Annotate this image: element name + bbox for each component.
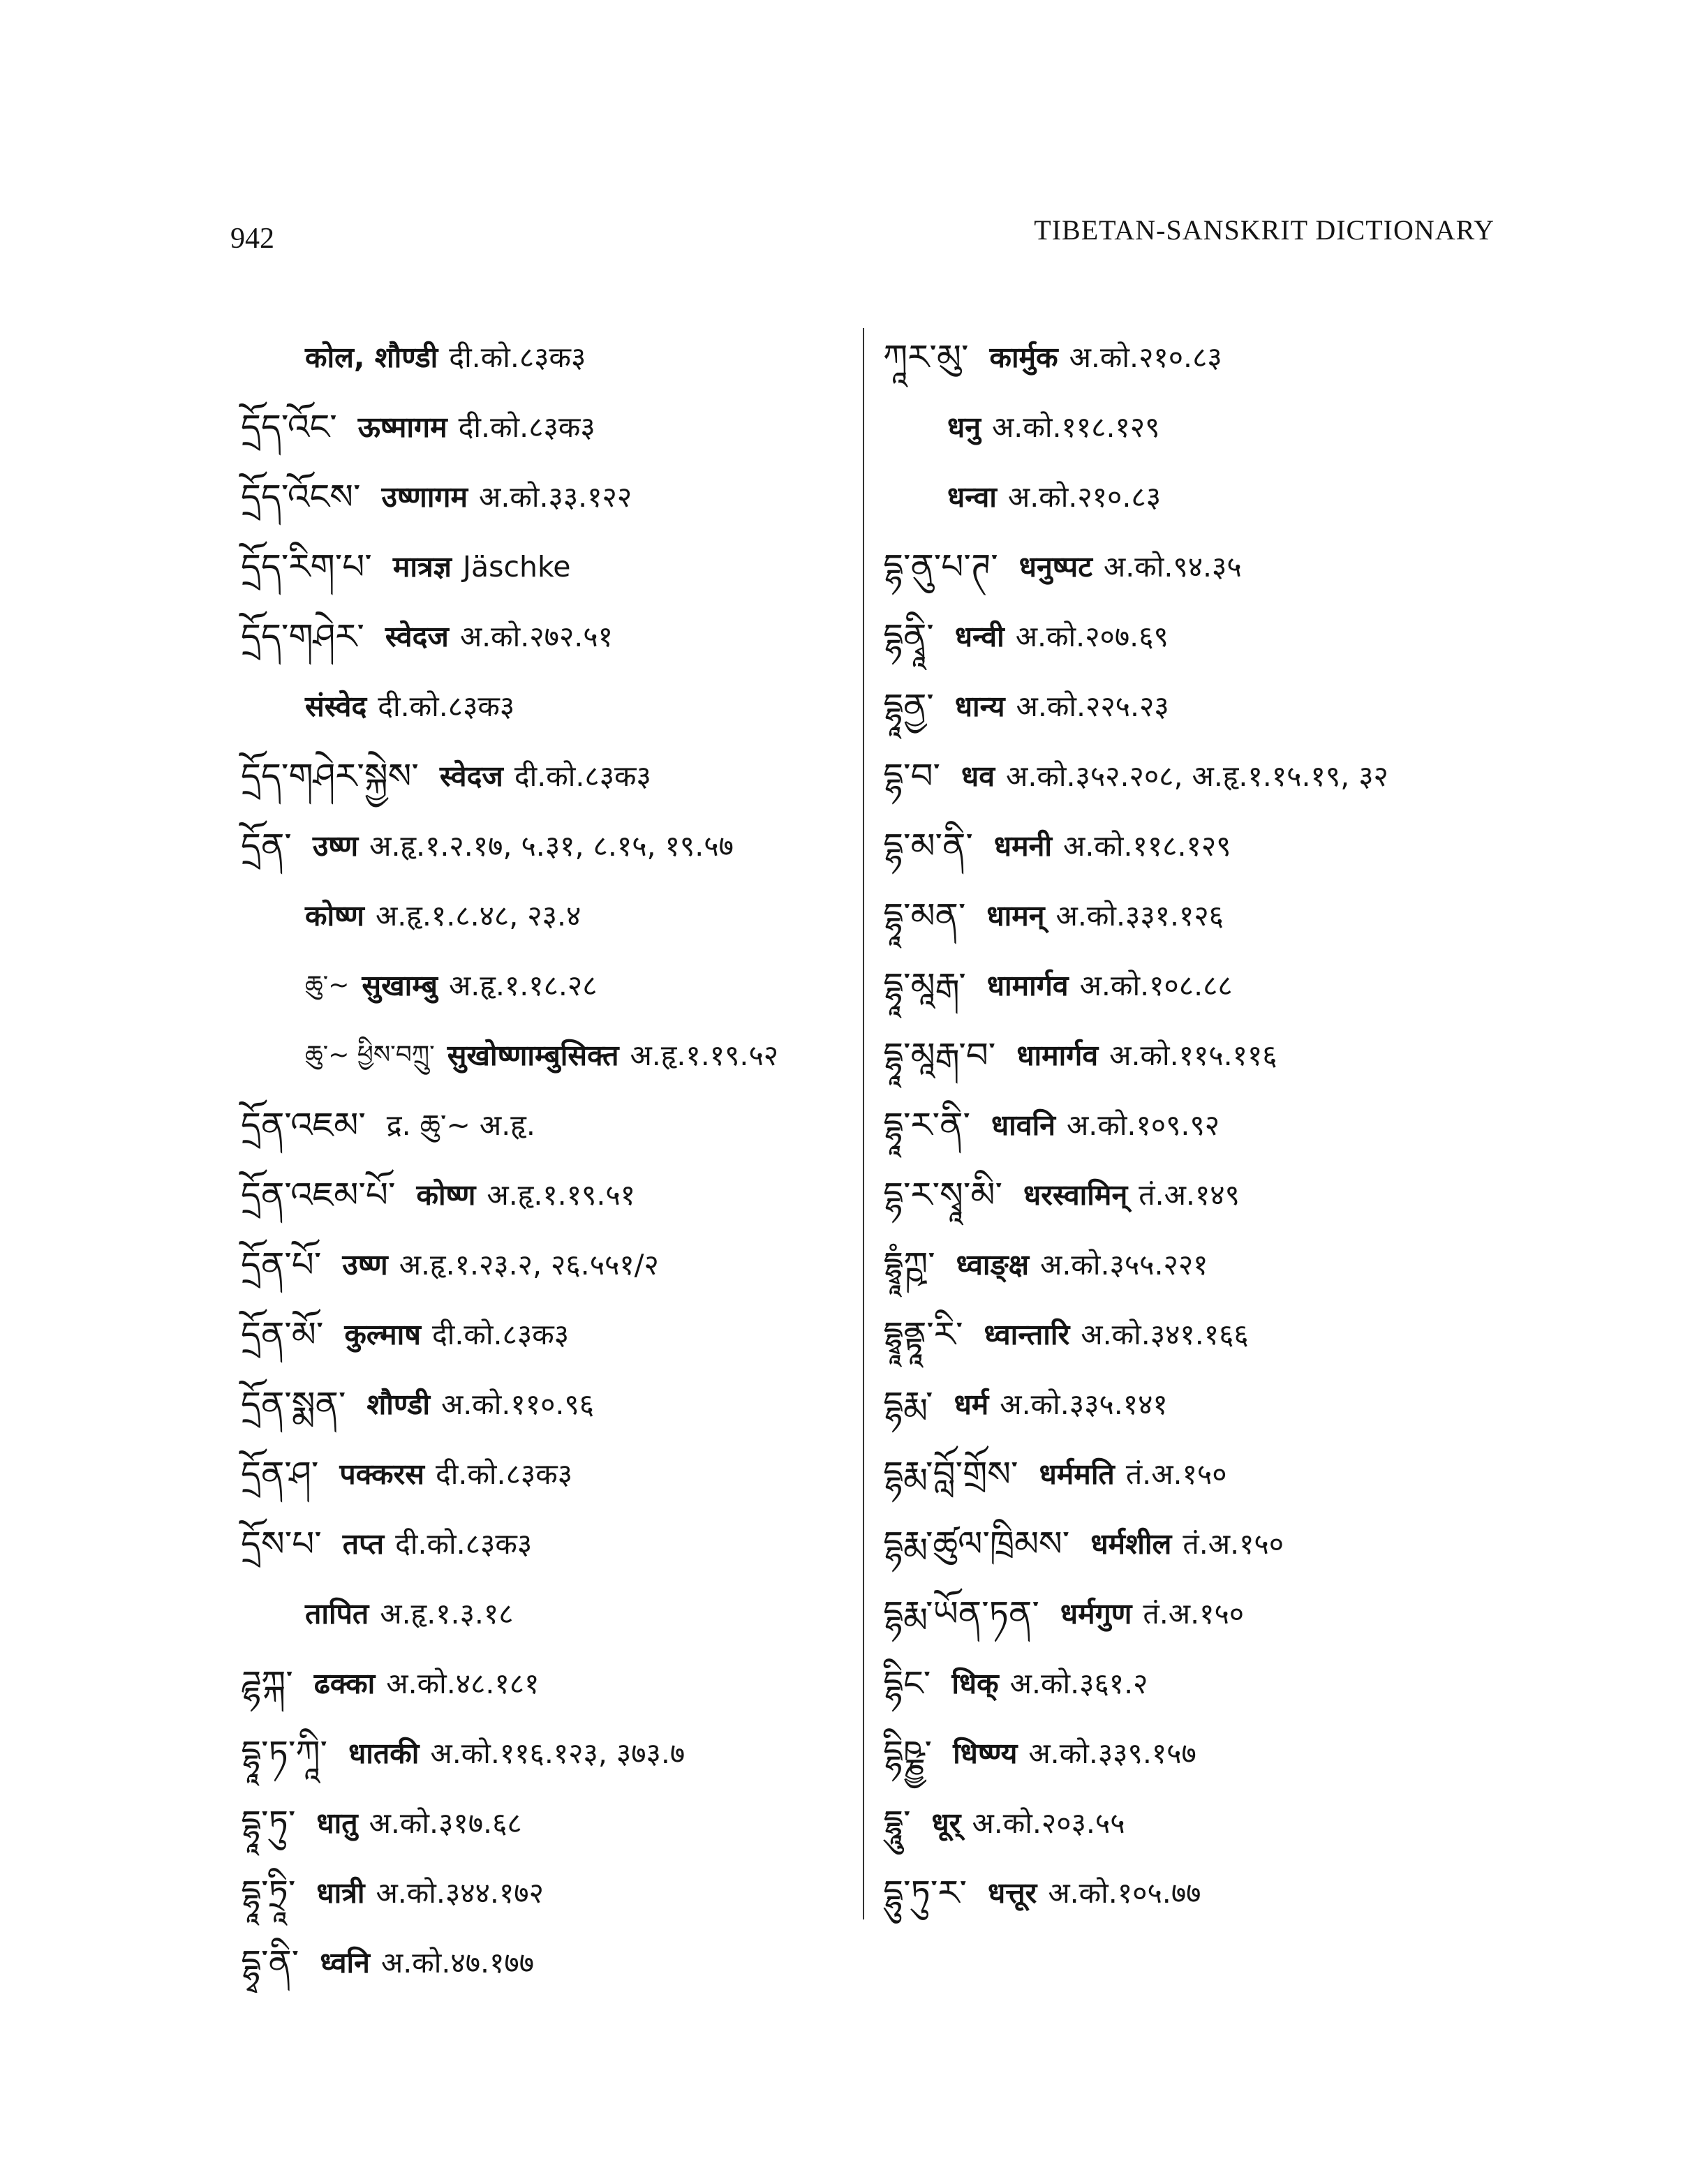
dictionary-entry xyxy=(883,1230,1511,1300)
source-reference: अ.को.२०३.५५ xyxy=(972,1806,1125,1840)
source-reference: अ.को.११०.९६ xyxy=(440,1387,595,1421)
left-column xyxy=(241,322,869,1998)
sanskrit-equivalent: धत्तूर xyxy=(988,1875,1037,1910)
tibetan-headword: དྷྭཱཾཀྵ་ xyxy=(883,1245,935,1285)
sanskrit-equivalent: धातु xyxy=(316,1806,358,1840)
source-reference: अ.को.३३५.१४१ xyxy=(1000,1387,1168,1421)
sanskrit-equivalent: धामन् xyxy=(986,898,1045,933)
sanskrit-equivalent: कोष्ण xyxy=(305,898,364,933)
dictionary-entry xyxy=(883,741,1511,811)
sanskrit-equivalent: धर्मशील xyxy=(1090,1526,1172,1561)
source-reference: अ.को.१०५.७७ xyxy=(1048,1875,1201,1910)
dictionary-entry xyxy=(241,1649,869,1718)
sanskrit-equivalent: ध्वान्तारि xyxy=(984,1317,1070,1351)
dictionary-entry xyxy=(241,1858,869,1928)
dictionary-entry xyxy=(883,1579,1511,1649)
sanskrit-equivalent: शौण्डी xyxy=(366,1387,430,1421)
source-reference: दी.को.८३क३ xyxy=(514,759,651,793)
source-reference: अ.को.४८.१८१ xyxy=(386,1666,540,1700)
tibetan-headword: དྷྭཱནྟཱ་རི་ xyxy=(883,1314,963,1355)
dictionary-entry xyxy=(883,1090,1511,1160)
sanskrit-equivalent: धरस्वामिन् xyxy=(1023,1178,1128,1212)
sanskrit-equivalent: कोष्ण xyxy=(416,1178,476,1212)
source-reference: अ.को.११५.११६ xyxy=(1109,1038,1277,1072)
source-reference: अ.को.२०७.६९ xyxy=(1015,619,1169,653)
dictionary-entry xyxy=(883,392,1511,462)
sanskrit-equivalent: धातकी xyxy=(348,1736,420,1770)
tibetan-headword: དྷཱ་མཱརྒ་བ་ xyxy=(883,1035,996,1076)
source-reference: अ.को.३१७.६८ xyxy=(369,1806,522,1840)
tibetan-headword: དྷ་ར་སྭཱ་མི་ xyxy=(883,1175,1002,1215)
source-reference: दी.को.८३क३ xyxy=(449,340,586,374)
tibetan-headword: དྷ་བ་ xyxy=(883,756,940,796)
dictionary-entry xyxy=(241,1020,869,1090)
tibetan-headword: དྷཱ་ཏུ་ xyxy=(241,1803,296,1843)
tibetan-headword: དྷཱ་ཏ་ཀཱི་ xyxy=(241,1733,328,1774)
tibetan-headword: དྷ་མ་ནི་ xyxy=(883,826,973,866)
dictionary-entry xyxy=(883,462,1511,532)
sanskrit-equivalent: धर्ममति xyxy=(1039,1457,1115,1491)
page-number: 942 xyxy=(230,223,274,255)
source-reference: अ.को.२२५.२३ xyxy=(1016,689,1169,723)
tibetan-headword: དྲོན་མོ་ xyxy=(241,1314,324,1355)
tibetan-headword: ཌྷཀྐ་ xyxy=(241,1663,293,1704)
dictionary-entry xyxy=(883,1788,1511,1858)
tibetan-headword: དྷྭ་ནི་ xyxy=(241,1942,299,1983)
tibetan-headword: དྷརྨ་བློ་གྲོས་ xyxy=(883,1454,1018,1494)
right-column xyxy=(883,322,1511,1928)
dictionary-entry xyxy=(883,1509,1511,1579)
tibetan-headword: དྷནྭཱི་ xyxy=(883,616,934,657)
source-reference: अ.को.३४१.१६६ xyxy=(1081,1317,1249,1351)
source-reference: अ.को.२१०.८३ xyxy=(1007,480,1162,514)
dictionary-entry xyxy=(883,1439,1511,1509)
source-reference: अ.को.११८.१२९ xyxy=(991,410,1160,444)
tibetan-headword: དྲོན་སྨན་ xyxy=(241,1384,346,1425)
source-reference: अ.हृ.१.१९.५२ xyxy=(630,1038,779,1072)
dictionary-entry xyxy=(241,1300,869,1369)
source-reference: अ.को.३३१.१२६ xyxy=(1055,898,1224,933)
dictionary-entry xyxy=(241,1718,869,1788)
sanskrit-equivalent: उष्ण xyxy=(342,1247,388,1282)
dictionary-entry xyxy=(241,1928,869,1998)
tibetan-headword: དྷིཥྞྱ་ xyxy=(883,1733,933,1774)
tibetan-headword: དྷརྨ་ xyxy=(883,1384,933,1425)
source-reference: अ.हृ.१.१९.५१ xyxy=(487,1178,636,1212)
tibetan-headword: དྷུ་ཏུ་ར་ xyxy=(883,1873,967,1913)
sanskrit-equivalent: धावनि xyxy=(991,1108,1055,1142)
sanskrit-equivalent: पक्करस xyxy=(339,1457,425,1491)
source-reference: द्र. ཆུ་~ अ.हृ. xyxy=(386,1108,535,1142)
source-reference: अ.हृ.१.३.१८ xyxy=(380,1596,514,1630)
tibetan-headword: དྲོད་གཤེར་སྐྱེས་ xyxy=(241,756,419,796)
tibetan-headword: དྷ་ནུ་པ་ཊ་ xyxy=(883,547,998,587)
sanskrit-equivalent: सुखाम्बु xyxy=(362,968,438,1002)
source-reference: अ.को.२७२.५१ xyxy=(459,619,613,653)
sanskrit-equivalent: स्वेदज xyxy=(385,619,449,653)
dictionary-entry xyxy=(883,1858,1511,1928)
source-reference: अ.को.१०८.८८ xyxy=(1079,968,1233,1002)
tibetan-headword: དྲོན་ xyxy=(241,826,292,866)
source-reference: अ.को.३४४.१७२ xyxy=(376,1875,544,1910)
dictionary-entry xyxy=(241,1369,869,1439)
tibetan-headword: དྲོད་རིག་པ་ xyxy=(241,547,372,587)
sanskrit-equivalent: धामार्गव xyxy=(1016,1038,1099,1072)
source-reference: दी.को.८३क३ xyxy=(395,1526,533,1561)
source-reference: अ.हृ.१.१८.२८ xyxy=(448,968,598,1002)
sanskrit-equivalent: धिष्ण्य xyxy=(953,1736,1018,1770)
running-head: TIBETAN-SANSKRIT DICTIONARY xyxy=(1034,214,1495,246)
source-reference: अ.को.१०९.९२ xyxy=(1066,1108,1220,1142)
tibetan-headword: དྲོས་པ་ xyxy=(241,1524,322,1564)
dictionary-entry xyxy=(883,1718,1511,1788)
dictionary-entry xyxy=(241,322,869,392)
tibetan-headword: དྲོན་འཇམ་པོ་ xyxy=(241,1175,396,1215)
sanskrit-equivalent: धनुष्पट xyxy=(1018,549,1092,584)
dictionary-entry xyxy=(241,1439,869,1509)
source-reference: अ.को.३३.१२२ xyxy=(479,480,632,514)
dictionary-entry xyxy=(883,951,1511,1020)
sanskrit-equivalent: स्वेदज xyxy=(439,759,503,793)
sanskrit-equivalent: तप्त xyxy=(342,1526,385,1561)
tibetan-headword: དྷཱ་ཏྲཱི་ xyxy=(241,1873,296,1913)
tibetan-headword: དྲོན་པོ་ xyxy=(241,1245,322,1285)
sanskrit-equivalent: कोल, शौण्डी xyxy=(305,340,438,374)
sanskrit-equivalent: तापित xyxy=(305,1596,369,1630)
source-reference: अ.को.११८.१२९ xyxy=(1063,829,1231,863)
dictionary-entry xyxy=(883,322,1511,392)
source-reference: अ.हृ.१.२३.२, २६.५५१/२ xyxy=(399,1247,659,1282)
source-reference: अ.को.११६.१२३, ३७३.७ xyxy=(430,1736,685,1770)
source-reference: दी.को.८३क३ xyxy=(436,1457,573,1491)
dictionary-entry xyxy=(241,392,869,462)
source-reference: Jäschke xyxy=(462,549,571,584)
dictionary-entry xyxy=(241,951,869,1020)
tibetan-headword: དྲོད་འོངས་ xyxy=(241,477,361,517)
sanskrit-equivalent: सुखोष्णाम्बुसिक्त xyxy=(447,1038,619,1072)
sanskrit-equivalent: ध्वनि xyxy=(320,1945,370,1979)
sanskrit-equivalent: धमनी xyxy=(993,829,1053,863)
sanskrit-equivalent: धन्वी xyxy=(954,619,1005,653)
dictionary-entry xyxy=(241,1579,869,1649)
dictionary-entry xyxy=(883,532,1511,602)
dictionary-entry xyxy=(241,1160,869,1230)
dictionary-entry xyxy=(241,1788,869,1858)
sanskrit-equivalent: ऊष्मागम xyxy=(357,410,447,444)
sanskrit-equivalent: धात्री xyxy=(316,1875,365,1910)
source-reference: तं.अ.१४९ xyxy=(1139,1178,1240,1212)
source-reference: अ.को.४७.१७७ xyxy=(380,1945,535,1979)
tibetan-headword: དྷརྨ་ཚུལ་ཁྲིམས་ xyxy=(883,1524,1070,1564)
source-reference: तं.अ.१५० xyxy=(1125,1457,1227,1491)
source-reference: तं.अ.१५० xyxy=(1183,1526,1284,1561)
tibetan-headword: དྲོད་འོང་ xyxy=(241,407,337,447)
sanskrit-equivalent: उष्ण xyxy=(312,829,359,863)
tibetan-headword: དྷརྨ་ཡོན་ཏན་ xyxy=(883,1594,1039,1634)
source-reference: अ.को.२१०.८३ xyxy=(1069,340,1222,374)
dictionary-entry xyxy=(883,1369,1511,1439)
dictionary-entry xyxy=(241,741,869,811)
dictionary-entry xyxy=(883,1160,1511,1230)
dictionary-entry xyxy=(241,671,869,741)
sanskrit-equivalent: मात्रज्ञ xyxy=(392,549,452,584)
dictionary-entry xyxy=(241,532,869,602)
tibetan-headword: དྲོད་གཤེར་ xyxy=(241,616,364,657)
source-reference: अ.को.३५२.२०८, अ.हृ.१.१५.१९, ३२ xyxy=(1006,759,1388,793)
dictionary-entry xyxy=(883,671,1511,741)
sanskrit-equivalent: धन्वा xyxy=(947,480,997,514)
source-reference: अ.हृ.१.२.१७, ५.३१, ८.१५, १९.५७ xyxy=(369,829,734,863)
source-reference: दी.को.८३क३ xyxy=(378,689,515,723)
dictionary-entry xyxy=(883,602,1511,671)
source-reference: अ.को.३६१.२ xyxy=(1009,1666,1148,1700)
sanskrit-equivalent: धनु xyxy=(947,410,981,444)
source-reference: दी.को.८३क३ xyxy=(432,1317,570,1351)
dictionary-entry xyxy=(883,811,1511,881)
sanskrit-equivalent: धान्य xyxy=(954,689,1005,723)
tibetan-headword: དྷཱ་མན་ xyxy=(883,896,966,936)
source-reference: अ.को.९४.३५ xyxy=(1103,549,1242,584)
sanskrit-equivalent: कार्मुक xyxy=(989,340,1058,374)
sanskrit-equivalent: संस्वेद xyxy=(305,689,367,723)
source-reference: अ.को.३५५.२२१ xyxy=(1040,1247,1208,1282)
sanskrit-equivalent: धामार्गव xyxy=(986,968,1069,1002)
tibetan-headword: དྷིང་ xyxy=(883,1663,931,1704)
source-reference: अ.हृ.१.८.४८, २३.४ xyxy=(375,898,581,933)
sanskrit-equivalent: धिक् xyxy=(951,1666,999,1700)
sanskrit-equivalent: धर्मगुण xyxy=(1060,1596,1132,1630)
tibetan-headword: ཀཱར་མུ་ xyxy=(883,337,969,378)
sanskrit-equivalent: ध्वाङ्क्ष xyxy=(956,1247,1030,1282)
source-reference: अ.को.३३९.१५७ xyxy=(1028,1736,1196,1770)
dictionary-entry xyxy=(241,1230,869,1300)
tibetan-headword: དྲོན་འཇམ་ xyxy=(241,1105,366,1145)
sanskrit-equivalent: धर्म xyxy=(954,1387,989,1421)
dictionary-entry xyxy=(241,462,869,532)
tibetan-headword: ཆུ་~ ཕྱིས་བཀྲུ་ xyxy=(305,1041,435,1069)
tibetan-headword: དྷཱ་མཱརྒ་ xyxy=(883,965,966,1006)
dictionary-entry xyxy=(241,1090,869,1160)
dictionary-entry xyxy=(241,602,869,671)
dictionary-entry xyxy=(883,1020,1511,1090)
source-reference: दी.को.८३क३ xyxy=(458,410,595,444)
dictionary-entry xyxy=(883,881,1511,951)
dictionary-entry xyxy=(241,881,869,951)
sanskrit-equivalent: धव xyxy=(961,759,995,793)
sanskrit-equivalent: ढक्का xyxy=(313,1666,376,1700)
tibetan-headword: དྷཱ་ར་ནི་ xyxy=(883,1105,970,1145)
sanskrit-equivalent: उष्णागम xyxy=(381,480,468,514)
dictionary-entry xyxy=(241,811,869,881)
tibetan-headword: ཆུ་~ xyxy=(305,971,350,1000)
dictionary-entry xyxy=(241,1509,869,1579)
source-reference: तं.अ.१५० xyxy=(1143,1596,1245,1630)
sanskrit-equivalent: कुल्माष xyxy=(344,1317,421,1351)
tibetan-headword: དྲོན་ཤ་ xyxy=(241,1454,319,1494)
tibetan-headword: དྷཱནྱ་ xyxy=(883,686,934,727)
dictionary-entry xyxy=(883,1300,1511,1369)
tibetan-headword: དྷཱུ་ xyxy=(883,1803,911,1843)
dictionary-entry xyxy=(883,1649,1511,1718)
sanskrit-equivalent: धूर् xyxy=(931,1806,961,1840)
